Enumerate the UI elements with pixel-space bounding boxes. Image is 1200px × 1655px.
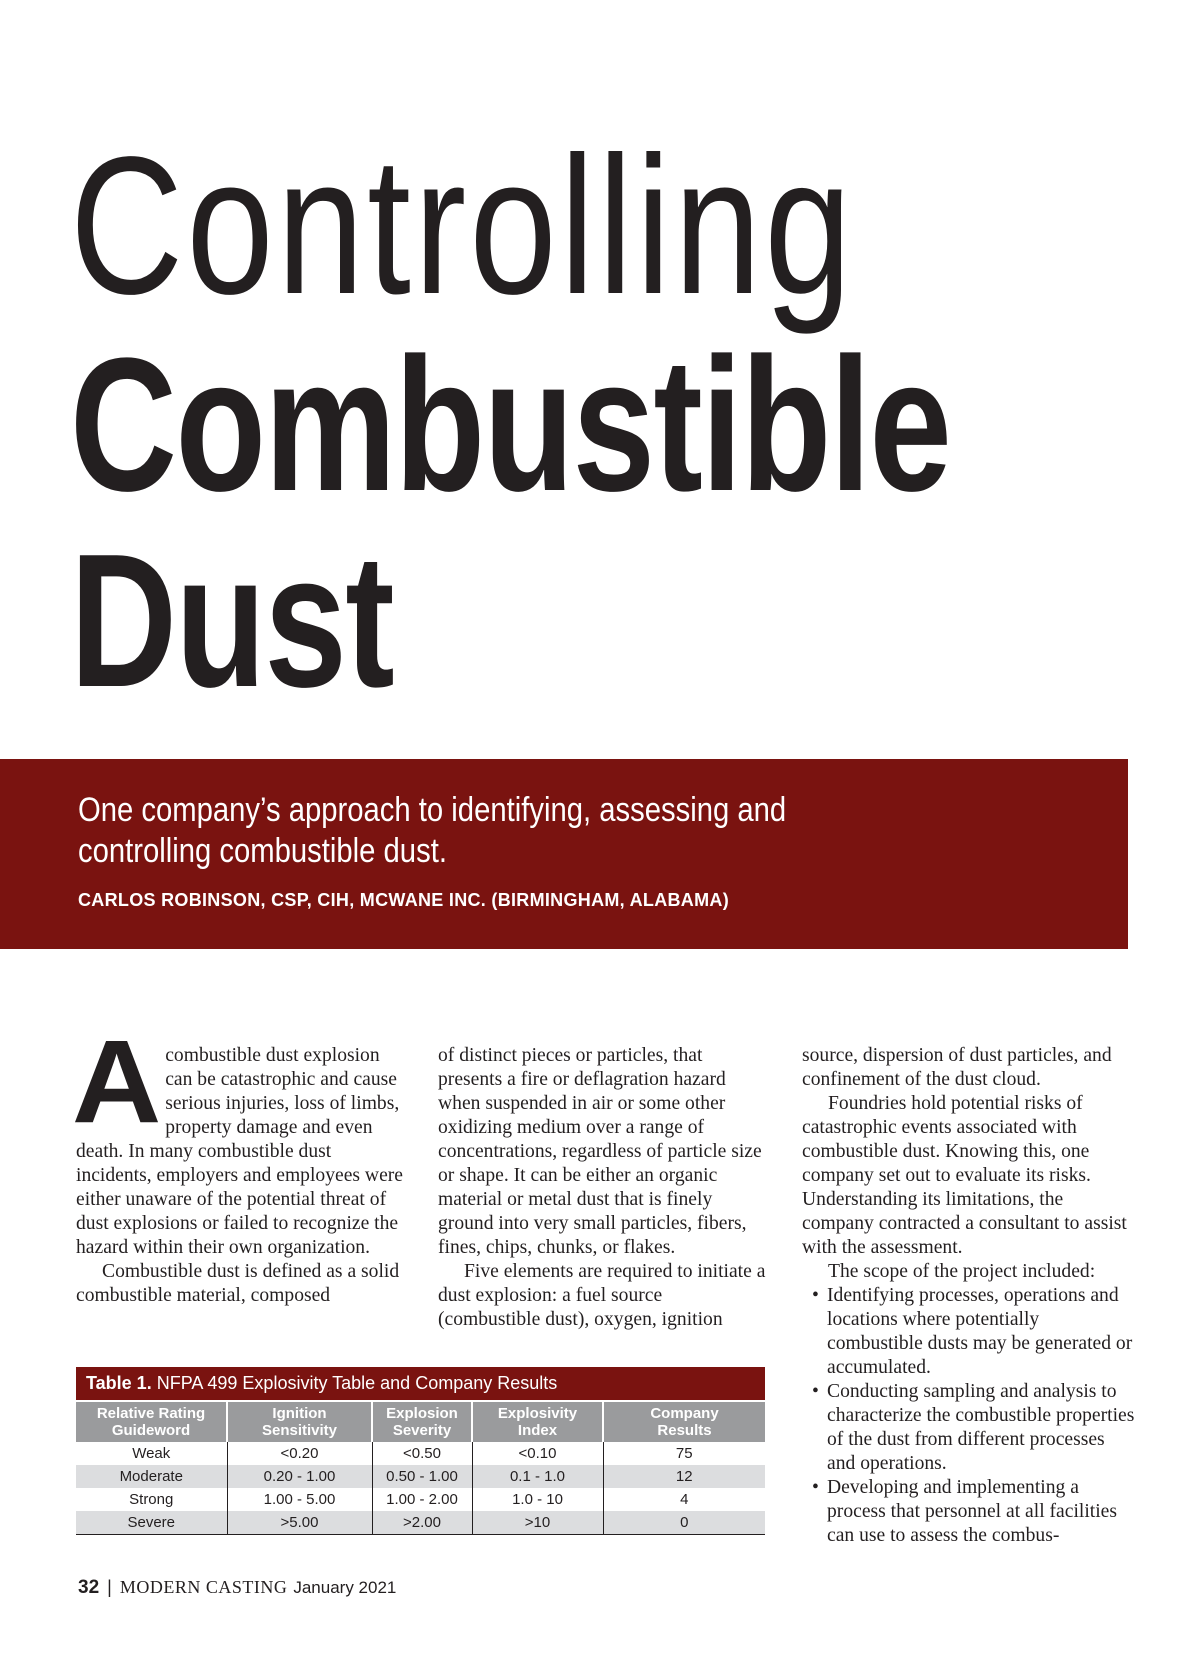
footer-separator: | — [107, 1577, 112, 1597]
paragraph-definition-cont: of distinct pieces or particles, that presents a fire or deflagration hazard when suspended in air or some other oxidizing medium over a range of concentrations, regardless of particle size or shape. It can be either an organic material or metal dust that is finely ground into very small particles, fibers, fines, chips, chunks, or flakes. — [438, 1045, 762, 1258]
table-cell: 1.0 - 10 — [472, 1488, 603, 1511]
table-cell: <0.50 — [372, 1442, 472, 1465]
list-item — [802, 1380, 1137, 1476]
column-header: Company Results — [603, 1402, 765, 1442]
paragraph-definition-start: Combustible dust is defined as a solid combustible material, composed — [76, 1261, 400, 1306]
column-header: Explosion Severity — [372, 1402, 472, 1442]
body-column-1 — [71, 1016, 404, 1308]
table-cell: 0.50 - 1.00 — [372, 1465, 472, 1488]
column-header: Relative Rating Guideword — [76, 1402, 227, 1442]
table-cell: <0.20 — [227, 1442, 372, 1465]
table-row — [76, 1511, 765, 1535]
table-row — [76, 1465, 765, 1488]
list-item-text: Developing and implementing a process that personnel at all facilities can use to assess the combus- — [827, 1477, 1117, 1546]
title-line-2: Combustible — [70, 319, 951, 531]
column-header: Ignition Sensitivity — [227, 1402, 372, 1442]
body-column-3 — [802, 1044, 1137, 1548]
list-item — [802, 1476, 1137, 1548]
scope-bullet-list — [802, 1284, 1137, 1548]
table-cell: 0 — [603, 1511, 765, 1535]
bullet-icon: • — [812, 1285, 819, 1306]
list-item-text: Conducting sampling and analysis to characterize the combustible properties of the dust from different processes and operations. — [827, 1381, 1135, 1474]
paragraph-five-elements-start: Five elements are required to initiate a dust explosion: a fuel source (combustible dust), oxygen, ignition — [438, 1261, 766, 1330]
explosivity-table — [76, 1367, 765, 1535]
table-cell: Strong — [76, 1488, 227, 1511]
table-caption — [76, 1367, 765, 1400]
table-row — [76, 1442, 765, 1465]
table-cell: >5.00 — [227, 1511, 372, 1535]
table-label: Table 1. — [86, 1373, 152, 1393]
table-cell: Weak — [76, 1442, 227, 1465]
paragraph-intro: combustible dust explosion can be catastrophic and cause serious injuries, loss of limbs, property damage and even death. In many combustible dust incidents, employers and employees were either unaware of the potential threat of dust explosions or failed to recognize the hazard within their own organization. — [76, 1045, 403, 1258]
table-cell: 0.20 - 1.00 — [227, 1465, 372, 1488]
paragraph-scope: The scope of the project included: — [828, 1261, 1096, 1282]
table-cell: 1.00 - 2.00 — [372, 1488, 472, 1511]
table-cell: 0.1 - 1.0 — [472, 1465, 603, 1488]
bullet-icon: • — [812, 1477, 819, 1498]
table-cell: 1.00 - 5.00 — [227, 1488, 372, 1511]
issue-date: January 2021 — [293, 1578, 397, 1597]
table-cell: <0.10 — [472, 1442, 603, 1465]
page-footer — [78, 1577, 396, 1599]
table-title: NFPA 499 Explosivity Table and Company Results — [156, 1373, 558, 1393]
table-row — [76, 1488, 765, 1511]
list-item-text: Identifying processes, operations and locations where potentially combustible dusts may be generated or accumulated. — [827, 1285, 1133, 1378]
page-number: 32 — [78, 1577, 100, 1598]
table-cell: 4 — [680, 1491, 689, 1508]
table-grid — [76, 1402, 765, 1535]
table-header-row — [76, 1402, 765, 1442]
title-line-1: Controlling — [70, 116, 855, 335]
table-cell: >10 — [472, 1511, 603, 1535]
table-cell: 75 — [675, 1445, 693, 1462]
list-item — [802, 1284, 1137, 1380]
bullet-icon: • — [812, 1381, 819, 1402]
paragraph-foundries: Foundries hold potential risks of catastrophic events associated with combustible dust. Knowing this, one company set out to evaluate its risks. Understanding its limitations, the company contracted a consultant to assist with the assessment. — [802, 1093, 1127, 1258]
paragraph-five-elements-cont: source, dispersion of dust particles, and confinement of the dust cloud. — [802, 1045, 1112, 1090]
table-cell: 12 — [603, 1465, 765, 1488]
table-cell: Severe — [76, 1511, 227, 1535]
table-cell: >2.00 — [372, 1511, 472, 1535]
drop-cap: A — [71, 1016, 162, 1148]
column-header: Explosivity Index — [472, 1402, 603, 1442]
article-deck: One company’s approach to identifying, assessing and controlling combustible dust. — [78, 791, 787, 870]
author-byline: CARLOS ROBINSON, CSP, CIH, MCWANE INC. (BIRMINGHAM, ALABAMA) — [78, 890, 729, 910]
magazine-name: MODERN CASTING — [119, 1577, 288, 1597]
table-cell: Moderate — [76, 1465, 227, 1488]
title-line-3: Dust — [70, 515, 394, 727]
body-column-2 — [438, 1044, 768, 1332]
